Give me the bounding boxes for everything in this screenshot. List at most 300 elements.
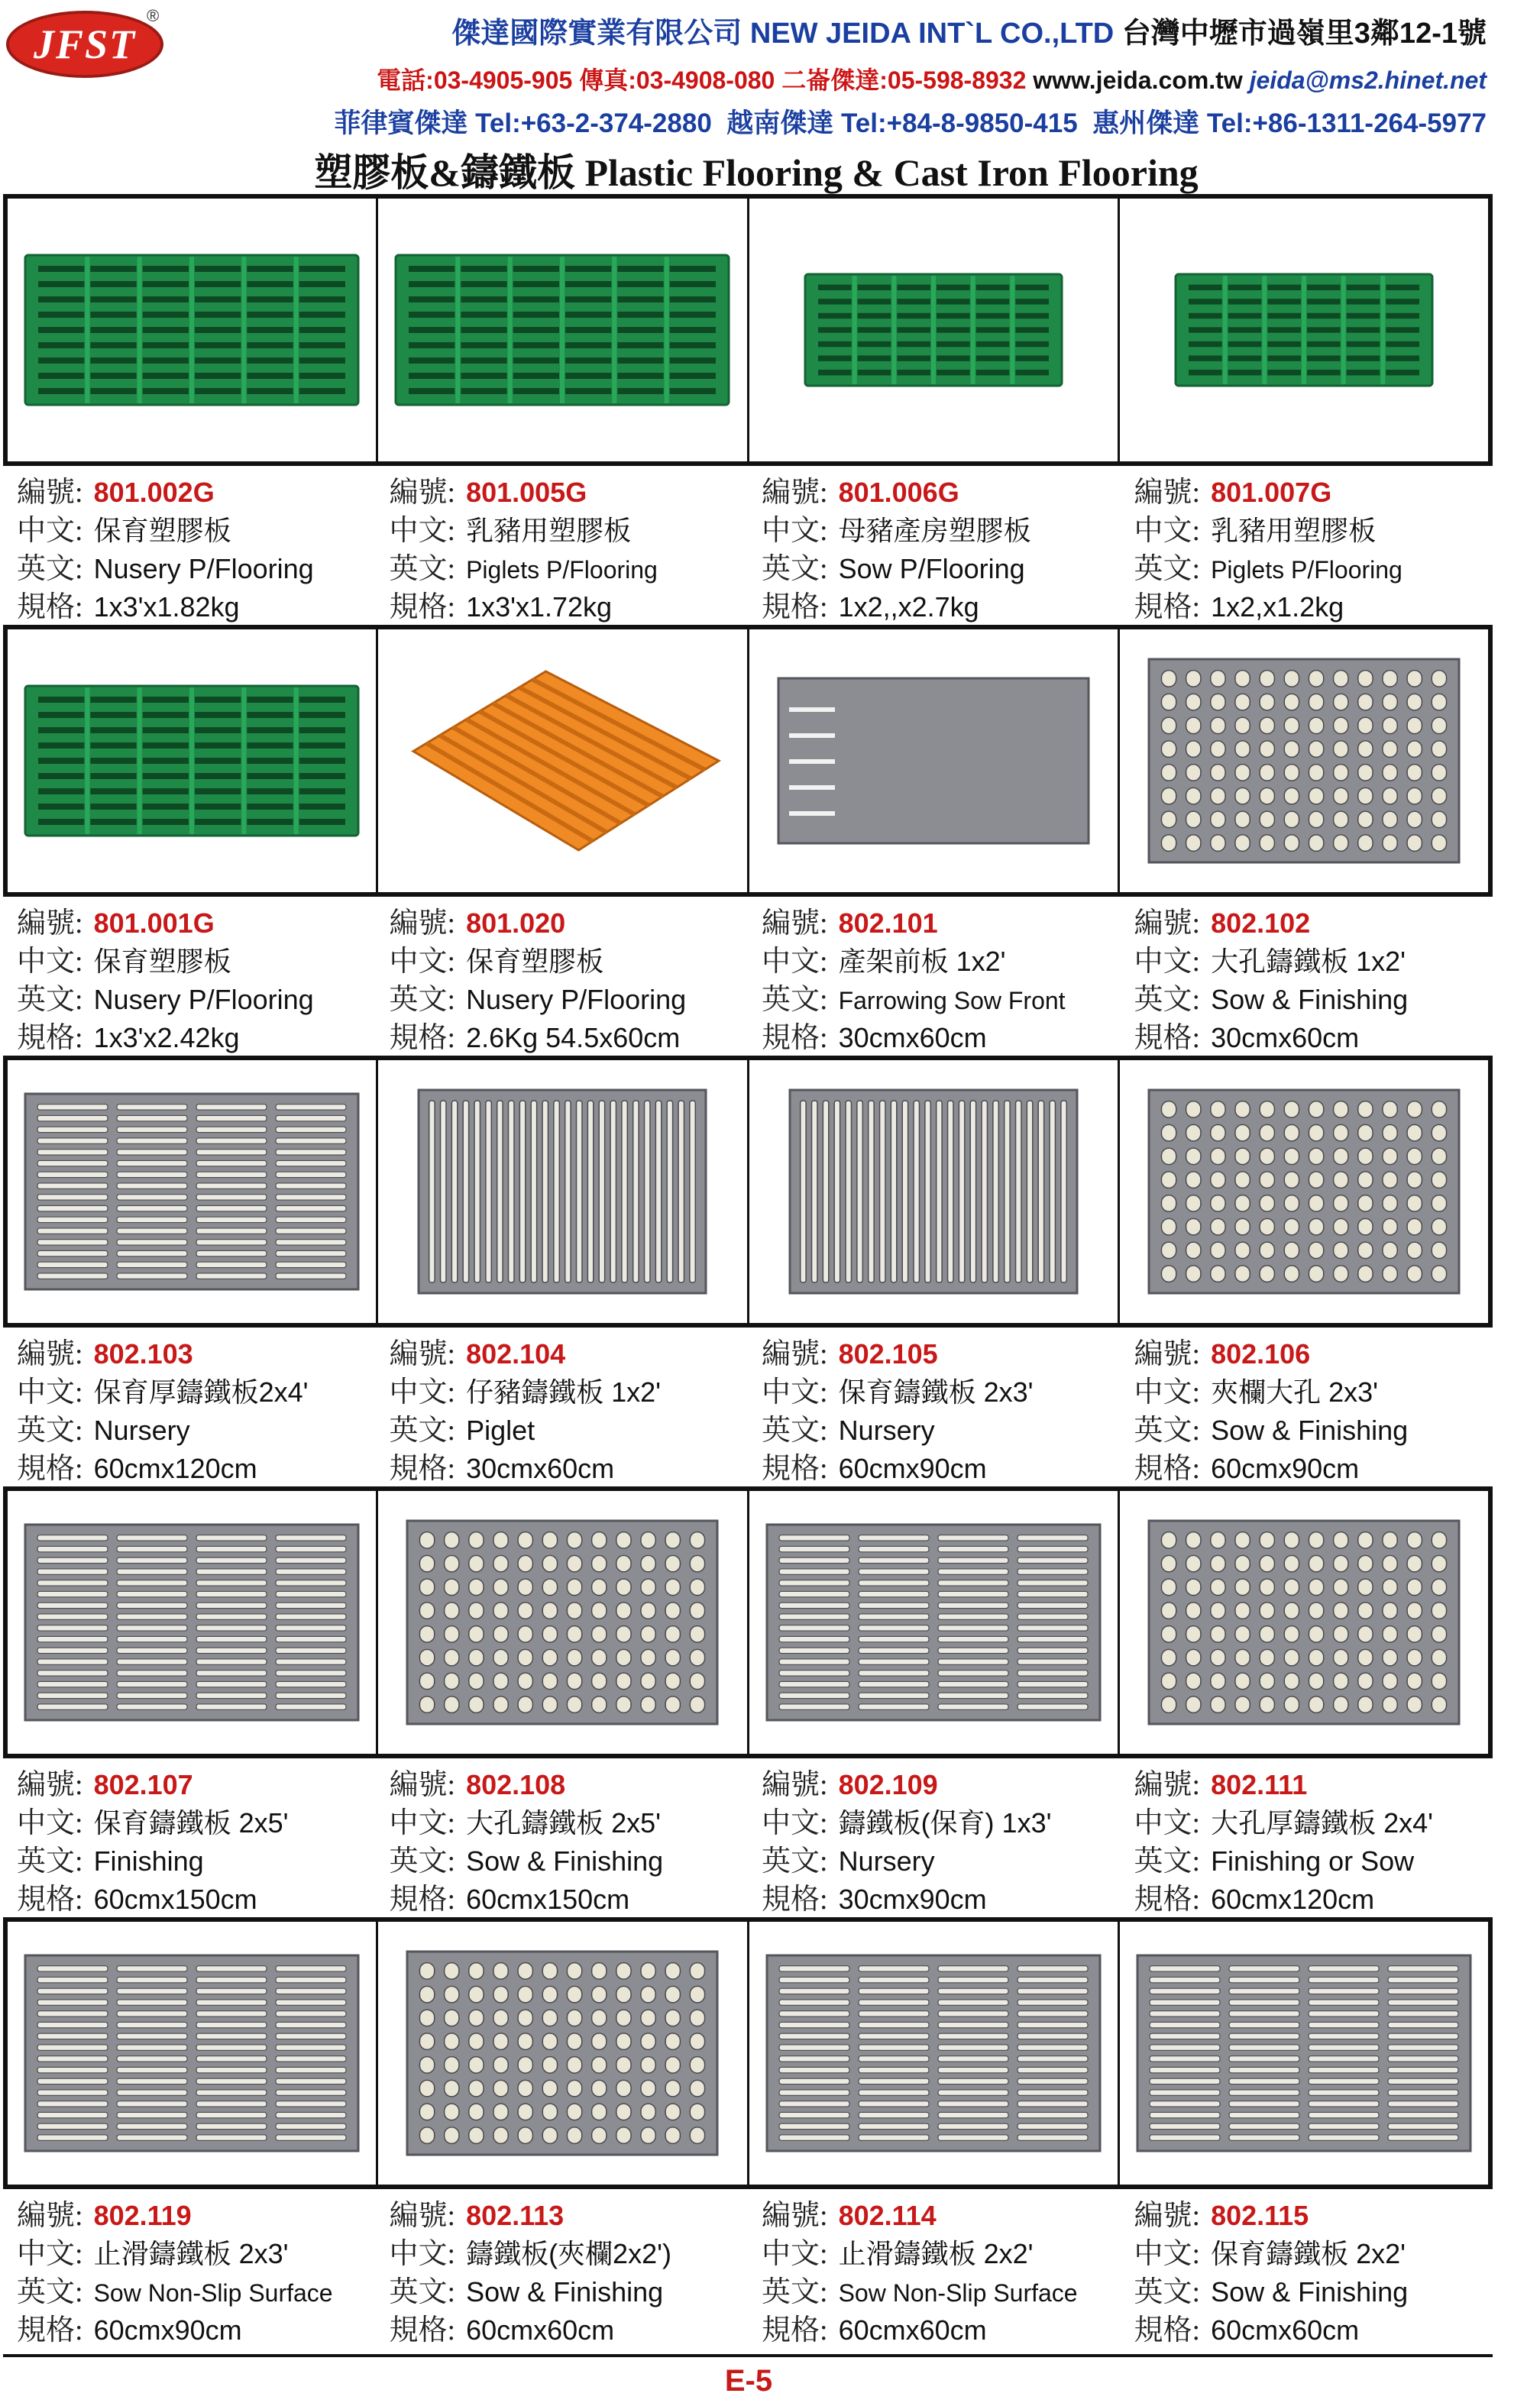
product-image-cell — [8, 1922, 378, 2185]
product-spec: 1x3'x1.72kg — [466, 591, 613, 623]
product-name-en-label: 英文: — [1134, 1415, 1201, 1447]
product-spec-label: 規格: — [17, 591, 83, 623]
product-name-zh: 保育塑膠板 — [93, 946, 231, 977]
product-code-label: 編號: — [762, 477, 828, 509]
product-name-zh: 仔豬鑄鐵板 1x2' — [466, 1376, 661, 1408]
product-info — [3, 1763, 376, 1916]
product-info-row — [3, 1332, 1493, 1485]
product-code: 802.103 — [93, 1338, 193, 1370]
product-info — [376, 1763, 749, 1916]
product-image — [24, 1954, 360, 2152]
fax-number: 傳真:03-4908-080 — [579, 66, 775, 94]
product-name-zh-label: 中文: — [762, 1376, 828, 1408]
product-name-en: Nursery — [838, 1845, 935, 1877]
product-image-cell — [749, 629, 1120, 892]
product-info — [376, 2194, 749, 2346]
product-name-zh: 保育鑄鐵板 2x3' — [838, 1376, 1034, 1408]
product-code-label: 編號: — [1134, 477, 1201, 509]
product-name-zh-label: 中文: — [17, 1376, 83, 1408]
product-name-zh: 保育鑄鐵板 2x2' — [1211, 2238, 1406, 2269]
product-name-en-line — [17, 1412, 376, 1450]
product-image — [1136, 1954, 1472, 2152]
header-branches-line — [0, 102, 1540, 141]
product-code-line — [1134, 1335, 1493, 1373]
product-name-zh: 母豬產房塑膠板 — [838, 515, 1031, 546]
product-name-zh: 止滑鑄鐵板 2x2' — [838, 2238, 1034, 2269]
product-image — [24, 254, 360, 406]
product-name-zh-line — [390, 943, 749, 981]
product-spec-label: 規格: — [1134, 1453, 1201, 1485]
product-name-en: Nursery — [93, 1415, 190, 1446]
product-info — [1121, 1763, 1493, 1916]
product-spec-line — [17, 2311, 376, 2350]
product-info — [748, 1332, 1121, 1485]
product-name-zh-line — [17, 943, 376, 981]
product-code-label: 編號: — [762, 2200, 828, 2232]
product-info — [376, 1332, 749, 1485]
product-code: 802.119 — [93, 2200, 192, 2231]
page-title: 塑膠板&鑄鐵板 Plastic Flooring & Cast Iron Flooring — [314, 151, 1199, 194]
product-code-label: 編號: — [389, 907, 456, 940]
product-info — [376, 471, 749, 623]
product-info — [748, 901, 1121, 1054]
product-spec-label: 規格: — [17, 1022, 83, 1054]
product-name-en: Sow & Finishing — [466, 1845, 664, 1877]
company-address: 台灣中壢市過嶺里3鄰12-1號 — [1121, 18, 1487, 50]
product-image — [765, 1954, 1102, 2152]
product-image — [1147, 658, 1461, 864]
product-name-en-label: 英文: — [1134, 984, 1201, 1016]
product-code-label: 編號: — [762, 1769, 828, 1801]
product-name-zh-line — [390, 1804, 749, 1842]
product-code: 801.006G — [838, 477, 959, 508]
product-name-zh: 大孔鑄鐵板 1x2' — [1211, 946, 1406, 977]
product-image-cell — [378, 199, 749, 461]
product-image — [1147, 1519, 1461, 1725]
product-spec: 1x2,x1.2kg — [1211, 591, 1344, 623]
product-name-zh-line — [390, 512, 749, 550]
product-name-en-label: 英文: — [762, 2276, 828, 2308]
product-name-en-line — [1134, 981, 1493, 1019]
product-code-line — [17, 1766, 376, 1804]
product-spec-label: 規格: — [762, 2314, 828, 2346]
page-number: E-5 — [724, 2364, 773, 2398]
product-info — [3, 471, 376, 623]
product-name-zh-line — [1134, 1373, 1493, 1412]
product-spec-line — [762, 1019, 1121, 1057]
product-name-en: Piglets P/Flooring — [466, 556, 658, 584]
product-name-en-line — [1134, 550, 1493, 588]
product-image-row — [3, 1056, 1493, 1328]
product-image-cell — [749, 1491, 1120, 1754]
product-spec-label: 規格: — [762, 1884, 828, 1916]
product-spec: 60cmx60cm — [466, 2314, 615, 2346]
product-image — [406, 1950, 719, 2156]
product-name-en-label: 英文: — [762, 1845, 828, 1877]
header-company-line — [0, 9, 1540, 51]
product-spec: 60cmx150cm — [466, 1884, 630, 1915]
website-link[interactable]: www.jeida.com.tw — [1033, 66, 1243, 94]
product-code-label: 編號: — [17, 907, 83, 940]
product-image — [24, 684, 360, 837]
product-name-en-line — [390, 1412, 749, 1450]
product-spec-line — [390, 1019, 749, 1057]
product-name-zh-line — [17, 1373, 376, 1412]
product-info — [3, 2194, 376, 2346]
product-name-zh: 保育厚鑄鐵板2x4' — [93, 1376, 309, 1408]
product-spec-line — [762, 588, 1121, 626]
product-image — [804, 273, 1063, 387]
product-code-line — [762, 1766, 1121, 1804]
product-code: 802.108 — [466, 1769, 566, 1800]
product-name-zh-label: 中文: — [1134, 1376, 1201, 1408]
product-name-zh: 大孔厚鑄鐵板 2x4' — [1211, 1807, 1433, 1839]
product-code: 802.115 — [1211, 2200, 1309, 2231]
product-spec-line — [390, 588, 749, 626]
product-name-en: Sow & Finishing — [1211, 984, 1409, 1015]
product-name-zh-label: 中文: — [762, 1807, 828, 1839]
product-name-zh-label: 中文: — [17, 946, 83, 978]
product-image — [394, 254, 730, 406]
product-code: 802.105 — [838, 1338, 938, 1370]
product-name-en-label: 英文: — [17, 2276, 83, 2308]
product-code-label: 編號: — [1134, 1769, 1201, 1801]
product-name-zh-label: 中文: — [762, 946, 828, 978]
product-spec-line — [17, 1881, 376, 1919]
product-image-cell — [8, 1060, 378, 1323]
product-name-en: Sow P/Flooring — [838, 553, 1025, 584]
product-info — [748, 1763, 1121, 1916]
product-image-cell — [749, 1922, 1120, 2185]
product-code: 802.111 — [1211, 1769, 1308, 1800]
product-code: 802.102 — [1211, 907, 1311, 939]
product-code: 801.020 — [466, 907, 566, 939]
product-name-en-line — [17, 2273, 376, 2311]
product-info — [748, 471, 1121, 623]
product-spec: 60cmx120cm — [93, 1453, 257, 1484]
product-spec-label: 規格: — [389, 1884, 456, 1916]
product-name-en: Sow & Finishing — [1211, 2276, 1409, 2308]
product-spec-line — [762, 2311, 1121, 2350]
product-name-en-label: 英文: — [17, 553, 83, 585]
registered-mark: ® — [147, 6, 160, 25]
product-name-en: Sow & Finishing — [466, 2276, 664, 2308]
product-name-en-label: 英文: — [389, 1845, 456, 1877]
product-name-en-line — [17, 550, 376, 588]
product-image-cell — [8, 629, 378, 892]
product-info — [3, 901, 376, 1054]
product-image — [24, 1523, 360, 1722]
product-code-label: 編號: — [762, 907, 828, 940]
product-name-en-line — [1134, 1412, 1493, 1450]
product-image — [1174, 273, 1434, 387]
product-code-line — [762, 904, 1121, 943]
product-name-en-line — [762, 550, 1121, 588]
product-name-en-line — [1134, 1842, 1493, 1881]
product-name-en-line — [390, 1842, 749, 1881]
product-name-en: Nursery — [838, 1415, 935, 1446]
product-image — [765, 1523, 1102, 1722]
product-name-en: Sow Non-Slip Surface — [93, 2279, 333, 2307]
product-spec-line — [762, 1881, 1121, 1919]
product-spec: 60cmx90cm — [838, 1453, 987, 1484]
product-name-zh: 乳豬用塑膠板 — [466, 515, 632, 546]
product-code-line — [762, 1335, 1121, 1373]
product-name-zh-label: 中文: — [1134, 946, 1201, 978]
product-name-zh-line — [762, 512, 1121, 550]
product-code-label: 編號: — [1134, 907, 1201, 940]
product-spec: 30cmx60cm — [838, 1022, 987, 1053]
header-contact-line — [0, 61, 1540, 96]
product-code-line — [390, 1335, 749, 1373]
product-spec: 30cmx60cm — [466, 1453, 615, 1484]
product-name-zh-label: 中文: — [389, 1376, 456, 1408]
product-name-zh-label: 中文: — [762, 515, 828, 547]
product-info-row — [3, 901, 1493, 1054]
product-code-line — [1134, 474, 1493, 512]
product-code: 801.002G — [93, 477, 215, 508]
product-image — [777, 677, 1090, 845]
product-spec-line — [1134, 2311, 1493, 2350]
product-image-cell — [1120, 629, 1488, 892]
product-image — [1147, 1088, 1461, 1295]
product-code-line — [17, 474, 376, 512]
product-name-zh-line — [390, 2235, 749, 2273]
product-code-label: 編號: — [1134, 1338, 1201, 1370]
product-name-zh: 止滑鑄鐵板 2x3' — [93, 2238, 289, 2269]
product-info — [3, 1332, 376, 1485]
product-info-row — [3, 471, 1493, 623]
product-name-en-label: 英文: — [389, 984, 456, 1016]
product-image — [398, 665, 726, 856]
product-spec: 1x2,,x2.7kg — [838, 591, 979, 623]
product-image — [406, 1519, 719, 1725]
product-code: 802.106 — [1211, 1338, 1311, 1370]
product-spec-label: 規格: — [762, 591, 828, 623]
product-spec: 2.6Kg 54.5x60cm — [466, 1022, 681, 1053]
product-spec-label: 規格: — [1134, 1022, 1201, 1054]
product-info-row — [3, 2194, 1493, 2346]
product-code-label: 編號: — [389, 477, 456, 509]
product-code-label: 編號: — [17, 1338, 83, 1370]
product-spec: 30cmx90cm — [838, 1884, 987, 1915]
product-info — [1121, 2194, 1493, 2346]
product-info — [748, 2194, 1121, 2346]
product-code-line — [17, 1335, 376, 1373]
product-name-zh: 鑄鐵板(保育) 1x3' — [838, 1807, 1052, 1839]
product-image-cell — [378, 1922, 749, 2185]
product-info — [1121, 1332, 1493, 1485]
product-spec-line — [1134, 588, 1493, 626]
product-image-cell — [1120, 199, 1488, 461]
product-name-zh-label: 中文: — [762, 2238, 828, 2270]
company-name-en: NEW JEIDA INT`L CO.,LTD — [749, 18, 1115, 50]
product-code-label: 編號: — [17, 1769, 83, 1801]
product-name-zh-line — [1134, 2235, 1493, 2273]
product-image — [417, 1088, 707, 1295]
product-spec: 1x3'x1.82kg — [93, 591, 240, 623]
product-spec: 1x3'x2.42kg — [93, 1022, 240, 1053]
product-image — [24, 1092, 360, 1291]
email-link[interactable]: jeida@ms2.hinet.net — [1249, 66, 1487, 94]
product-spec: 60cmx60cm — [1211, 2314, 1360, 2346]
product-name-en-line — [1134, 2273, 1493, 2311]
product-spec-label: 規格: — [17, 1453, 83, 1485]
product-name-zh-label: 中文: — [389, 1807, 456, 1839]
product-spec-line — [1134, 1881, 1493, 1919]
product-code: 801.005G — [466, 477, 587, 508]
product-name-en-label: 英文: — [762, 553, 828, 585]
product-image-cell — [1120, 1060, 1488, 1323]
product-code-line — [390, 2197, 749, 2235]
product-name-en-line — [390, 550, 749, 588]
company-name-zh: 傑達國際實業有限公司 — [451, 18, 742, 50]
product-image — [788, 1088, 1079, 1295]
product-name-en-label: 英文: — [17, 1845, 83, 1877]
product-image-row — [3, 625, 1493, 897]
product-spec: 60cmx90cm — [1211, 1453, 1360, 1484]
product-name-en: Farrowing Sow Front — [838, 987, 1066, 1014]
product-name-zh: 夾欄大孔 2x3' — [1211, 1376, 1378, 1408]
product-code: 801.001G — [93, 907, 215, 939]
product-code-label: 編號: — [17, 2200, 83, 2232]
product-spec-label: 規格: — [762, 1022, 828, 1054]
product-spec: 60cmx150cm — [93, 1884, 257, 1915]
product-name-en: Nusery P/Flooring — [93, 553, 314, 584]
product-spec: 60cmx90cm — [93, 2314, 242, 2346]
product-code: 802.114 — [838, 2200, 937, 2231]
product-spec-line — [390, 1881, 749, 1919]
product-name-zh-line — [762, 1804, 1121, 1842]
product-code-line — [1134, 904, 1493, 943]
product-spec-line — [17, 588, 376, 626]
product-name-en-line — [762, 1412, 1121, 1450]
product-code-label: 編號: — [389, 1769, 456, 1801]
product-name-en: Nusery P/Flooring — [93, 984, 314, 1015]
product-spec-line — [390, 1450, 749, 1488]
product-name-en-label: 英文: — [1134, 2276, 1201, 2308]
product-spec-line — [17, 1019, 376, 1057]
product-code-line — [390, 474, 749, 512]
product-image-cell — [749, 1060, 1120, 1323]
product-code: 802.109 — [838, 1769, 938, 1800]
product-code-line — [17, 2197, 376, 2235]
product-code: 802.101 — [838, 907, 938, 939]
product-name-en-line — [762, 2273, 1121, 2311]
product-image-cell — [378, 1491, 749, 1754]
product-name-zh-label: 中文: — [1134, 1807, 1201, 1839]
product-spec-line — [1134, 1450, 1493, 1488]
product-name-en-line — [390, 2273, 749, 2311]
product-name-en-line — [17, 981, 376, 1019]
product-image-cell — [378, 1060, 749, 1323]
product-name-zh-label: 中文: — [17, 1807, 83, 1839]
product-name-zh: 鑄鐵板(夾欄2x2') — [466, 2238, 671, 2269]
branch-vietnam: 越南傑達 Tel:+84-8-9850-415 — [726, 108, 1078, 138]
product-name-en: Sow Non-Slip Surface — [838, 2279, 1078, 2307]
product-spec-label: 規格: — [1134, 1884, 1201, 1916]
product-name-zh-label: 中文: — [1134, 2238, 1201, 2270]
product-name-zh-line — [1134, 1804, 1493, 1842]
product-image-cell — [8, 199, 378, 461]
branch-philippines: 菲律賓傑達 Tel:+63-2-374-2880 — [334, 108, 712, 138]
product-name-en: Nusery P/Flooring — [466, 984, 687, 1015]
product-image-cell — [749, 199, 1120, 461]
product-code-line — [1134, 1766, 1493, 1804]
product-name-zh: 保育塑膠板 — [93, 515, 231, 546]
product-name-en: Finishing or Sow — [1211, 1845, 1415, 1877]
product-name-zh-label: 中文: — [1134, 515, 1201, 547]
product-code-line — [390, 904, 749, 943]
product-name-zh-label: 中文: — [389, 2238, 456, 2270]
product-image-cell — [1120, 1491, 1488, 1754]
product-name-en: Piglet — [466, 1415, 535, 1446]
product-spec-label: 規格: — [389, 591, 456, 623]
product-name-zh-label: 中文: — [389, 946, 456, 978]
product-spec-line — [390, 2311, 749, 2350]
product-name-zh-label: 中文: — [389, 515, 456, 547]
product-name-zh-line — [762, 1373, 1121, 1412]
product-name-en-label: 英文: — [389, 553, 456, 585]
product-name-zh-label: 中文: — [17, 2238, 83, 2270]
product-spec-line — [762, 1450, 1121, 1488]
product-name-zh: 保育塑膠板 — [466, 946, 604, 977]
logo-text: JFST — [33, 21, 137, 67]
product-name-en-label: 英文: — [1134, 1845, 1201, 1877]
product-code-line — [390, 1766, 749, 1804]
product-name-zh-line — [1134, 512, 1493, 550]
product-code-label: 編號: — [389, 2200, 456, 2232]
product-spec: 60cmx60cm — [838, 2314, 987, 2346]
product-name-zh-line — [17, 512, 376, 550]
product-spec-label: 規格: — [1134, 2314, 1201, 2346]
product-image-row — [3, 194, 1493, 466]
product-spec-label: 規格: — [1134, 591, 1201, 623]
product-info-row — [3, 1763, 1493, 1916]
product-name-en-line — [390, 981, 749, 1019]
product-code-label: 編號: — [389, 1338, 456, 1370]
product-name-en-label: 英文: — [389, 2276, 456, 2308]
product-name-en-label: 英文: — [389, 1415, 456, 1447]
product-name-zh-line — [390, 1373, 749, 1412]
product-name-zh-line — [762, 2235, 1121, 2273]
product-name-en-label: 英文: — [1134, 553, 1201, 585]
product-code-label: 編號: — [762, 1338, 828, 1370]
product-name-en-label: 英文: — [762, 984, 828, 1016]
product-image-row — [3, 1917, 1493, 2189]
branch-erlun: 二崙傑達:05-598-8932 — [781, 66, 1027, 94]
product-code-line — [17, 904, 376, 943]
product-name-zh: 產架前板 1x2' — [838, 946, 1006, 977]
product-name-zh-line — [17, 1804, 376, 1842]
product-name-zh-line — [1134, 943, 1493, 981]
product-info — [1121, 471, 1493, 623]
product-spec: 30cmx60cm — [1211, 1022, 1360, 1053]
product-spec-label: 規格: — [17, 1884, 83, 1916]
product-spec: 60cmx120cm — [1211, 1884, 1375, 1915]
product-name-en: Sow & Finishing — [1211, 1415, 1409, 1446]
product-name-zh: 保育鑄鐵板 2x5' — [93, 1807, 289, 1839]
product-name-en-line — [762, 1842, 1121, 1881]
product-info — [376, 901, 749, 1054]
product-image-row — [3, 1486, 1493, 1758]
product-spec-label: 規格: — [17, 2314, 83, 2346]
product-name-en-line — [17, 1842, 376, 1881]
phone-number: 電話:03-4905-905 — [377, 66, 573, 94]
product-name-en-label: 英文: — [17, 984, 83, 1016]
product-code: 801.007G — [1211, 477, 1332, 508]
product-image-cell — [378, 629, 749, 892]
